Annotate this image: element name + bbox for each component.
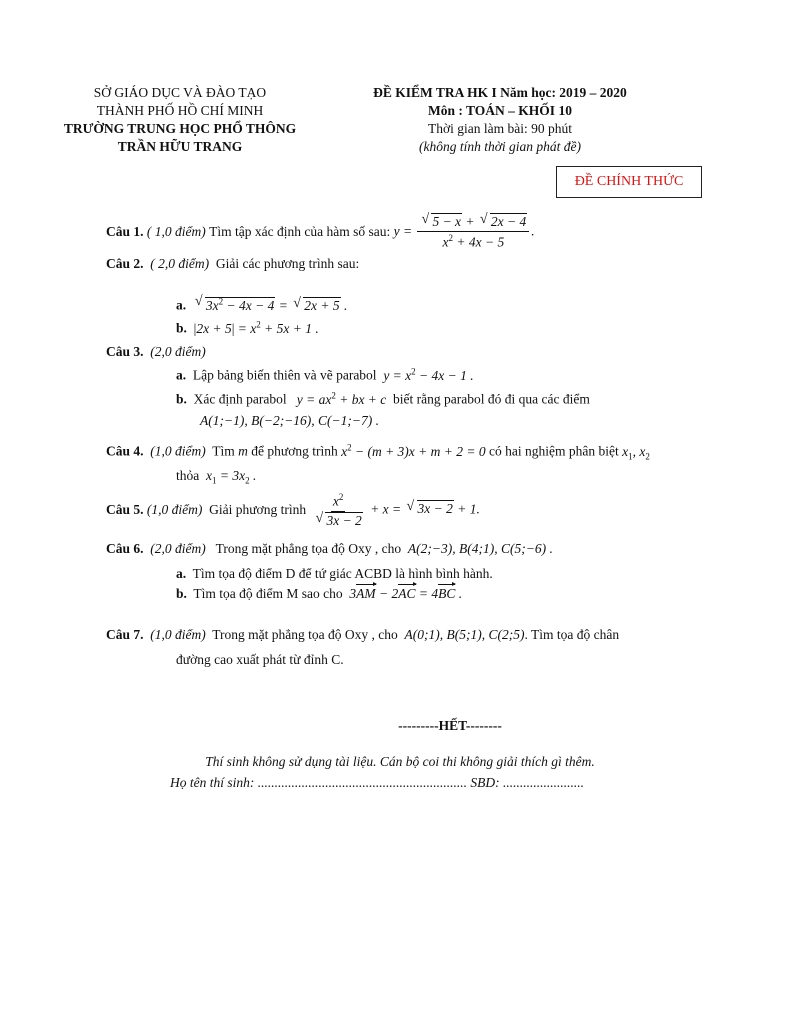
item-label: a. — [176, 566, 187, 581]
formula: m — [238, 443, 248, 459]
formula: $x_1$, $x_2$ — [622, 443, 650, 462]
formula: $|2x + 5| = x^2 + 5x + 1$ . — [193, 319, 319, 336]
official-stamp: ĐỀ CHÍNH THỨC — [556, 166, 702, 198]
question-points: (1,0 điểm) — [150, 443, 206, 459]
question-4 — [106, 442, 650, 461]
item-label: b. — [176, 586, 187, 601]
question-points: (1,0 điểm) — [146, 502, 203, 518]
question-points: (1,0 điểm) — [150, 627, 206, 642]
end-marker: ---------HẾT-------- — [398, 718, 502, 733]
question-points: (2,0 điểm) — [150, 541, 206, 556]
item-label: a. — [176, 297, 187, 313]
question-text: . Tìm tọa độ chân — [524, 627, 620, 642]
formula: $x_1 = 3x_2$ . — [206, 468, 257, 486]
question-text: đường cao xuất phát từ đỉnh C. — [176, 652, 344, 667]
formula: $x^2 - (m + 3)x + m + 2 = 0$ — [341, 442, 486, 459]
item-label: b. — [176, 320, 187, 336]
exam-time-note: (không tính thời gian phát đề) — [418, 139, 582, 154]
question-text: để phương trình — [251, 443, 338, 459]
question-1 — [106, 214, 535, 251]
formula: A(2;−3), B(4;1), C(5;−6) . — [407, 541, 553, 556]
question-text: thỏa — [176, 468, 200, 483]
question-label: Câu 1. — [106, 224, 144, 240]
item-text: Lập bảng biến thiên và vẽ parabol — [192, 367, 377, 383]
question-2b — [176, 319, 319, 337]
header-left — [40, 84, 320, 156]
question-7 — [106, 627, 619, 643]
question-label: Câu 4. — [106, 443, 144, 459]
question-text: Trong mặt phẳng tọa độ Oxy , cho — [215, 541, 402, 556]
question-label: Câu 3. — [106, 344, 144, 359]
question-2 — [106, 256, 359, 272]
question-text: Trong mặt phẳng tọa độ Oxy , cho — [212, 627, 398, 642]
exam-subject: Môn : TOÁN – KHỐI 10 — [428, 103, 572, 118]
question-points: (2,0 điểm) — [150, 344, 206, 359]
question-6 — [106, 541, 553, 557]
header-right — [340, 84, 660, 156]
question-label: Câu 6. — [106, 541, 144, 556]
question-6b — [176, 586, 462, 602]
formula: $y = ax^2$ + bx + c — [296, 390, 387, 407]
question-label: Câu 2. — [106, 256, 144, 271]
candidate-info-line: Họ tên thí sinh: .............................................................. SBD: ........................ — [170, 775, 584, 790]
question-5 — [106, 492, 480, 529]
question-points: ( 2,0 điểm) — [150, 256, 210, 271]
question-3a — [176, 366, 474, 384]
question-points: ( 1,0 điểm) — [146, 224, 206, 240]
school-name: TRẦN HỮU TRANG — [117, 139, 243, 154]
exam-time: Thời gian làm bài: 90 phút — [428, 121, 572, 136]
exam-rules-note: Thí sinh không sử dụng tài liệu. Cán bộ coi thi không giải thích gì thêm. — [205, 754, 595, 769]
question-text: Tìm — [212, 443, 235, 459]
formula: y = √ $\frac{5 - x + √ 2x - 4}{x^2 + 4x - 5}$ . — [394, 214, 535, 251]
exam-title: ĐỀ KIỂM TRA HK I Năm học: 2019 – 2020 — [373, 85, 627, 100]
question-text: có hai nghiệm phân biệt — [489, 443, 619, 459]
question-7-line2 — [176, 652, 344, 668]
department-name: SỞ GIÁO DỤC VÀ ĐÀO TẠO — [93, 85, 267, 100]
city-name: THÀNH PHỐ HỒ CHÍ MINH — [96, 103, 264, 118]
item-text: biết rằng parabol đó đi qua các điểm — [393, 391, 590, 407]
formula: √ $3x^2 - 4x - 4$ = √ 2x + 5 . — [193, 298, 347, 313]
question-label: Câu 7. — [106, 627, 144, 642]
question-4-line2 — [176, 468, 256, 486]
school-type: TRƯỜNG TRUNG HỌC PHỔ THÔNG — [63, 121, 297, 136]
item-text: Xác định parabol — [193, 391, 287, 407]
formula: A(0;1), B(5;1), C(2;5) — [404, 627, 525, 642]
formula: $y = x^2 - 4x - 1$ . — [383, 366, 474, 383]
question-text: Tìm tập xác định của hàm số sau: — [209, 224, 391, 240]
question-3b — [176, 390, 590, 408]
question-3 — [106, 344, 206, 360]
item-label: a. — [176, 367, 187, 383]
question-label: Câu 5. — [106, 502, 144, 518]
question-text: Giải các phương trình sau: — [215, 256, 360, 271]
item-text: Tìm tọa độ điểm M sao cho — [193, 586, 343, 601]
question-3b-points: A(1;−1), B(−2;−16), C(−1;−7) . — [200, 413, 380, 428]
formula: $x^2$ √ 3x − 2 + x = √ 3x − 2 + 1. — [309, 492, 479, 529]
question-6a — [176, 566, 493, 582]
formula: 3AM − 2AC = 4BC . — [349, 586, 463, 601]
item-label: b. — [176, 391, 187, 407]
item-text: Tìm tọa độ điểm D để tứ giác ACBD là hình bình hành. — [192, 566, 493, 581]
question-2a — [176, 296, 347, 314]
question-text: Giải phương trình — [209, 502, 307, 518]
